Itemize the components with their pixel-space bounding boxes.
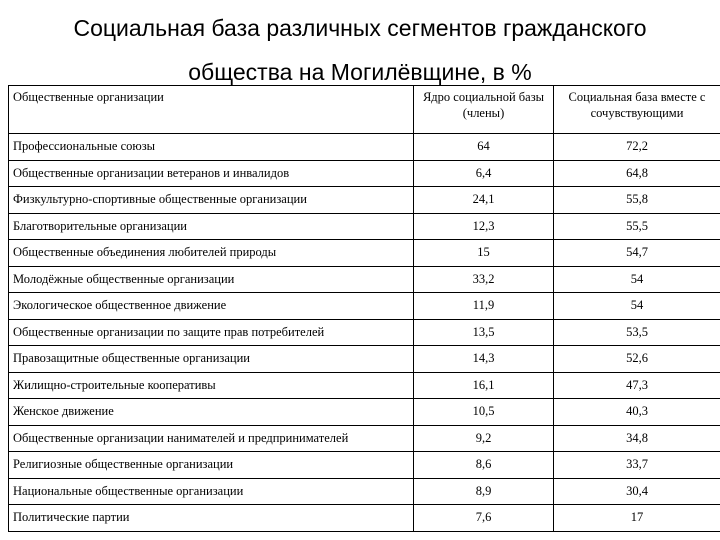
cell-base-with-sympathizers: 52,6 bbox=[554, 346, 720, 373]
table-row bbox=[9, 134, 720, 161]
column-header-organizations: Общественные организации bbox=[9, 86, 414, 134]
cell-core-base: 8,6 bbox=[414, 452, 554, 479]
cell-organization: Национальные общественные организации bbox=[9, 478, 414, 505]
table-row bbox=[9, 319, 720, 346]
column-header-base-with-sympathizers: Социальная база вместе с сочувствующими bbox=[554, 86, 720, 134]
cell-base-with-sympathizers: 47,3 bbox=[554, 372, 720, 399]
cell-organization: Жилищно-строительные кооперативы bbox=[9, 372, 414, 399]
cell-base-with-sympathizers: 53,5 bbox=[554, 319, 720, 346]
cell-organization: Физкультурно-спортивные общественные организации bbox=[9, 187, 414, 214]
slide-title-line-1: Социальная база различных сегментов гражданского bbox=[73, 15, 647, 41]
cell-base-with-sympathizers: 30,4 bbox=[554, 478, 720, 505]
cell-organization: Общественные организации ветеранов и инвалидов bbox=[9, 160, 414, 187]
table-row bbox=[9, 266, 720, 293]
table-body bbox=[9, 134, 720, 532]
cell-core-base: 6,4 bbox=[414, 160, 554, 187]
cell-base-with-sympathizers: 34,8 bbox=[554, 425, 720, 452]
cell-core-base: 13,5 bbox=[414, 319, 554, 346]
cell-core-base: 15 bbox=[414, 240, 554, 267]
cell-core-base: 16,1 bbox=[414, 372, 554, 399]
slide-title-line-2: общества на Могилёвщине, в % bbox=[188, 59, 532, 85]
cell-core-base: 24,1 bbox=[414, 187, 554, 214]
cell-organization: Правозащитные общественные организации bbox=[9, 346, 414, 373]
table-row bbox=[9, 425, 720, 452]
cell-organization: Общественные организации по защите прав потребителей bbox=[9, 319, 414, 346]
table-row bbox=[9, 478, 720, 505]
cell-base-with-sympathizers: 33,7 bbox=[554, 452, 720, 479]
cell-core-base: 8,9 bbox=[414, 478, 554, 505]
cell-base-with-sympathizers: 55,5 bbox=[554, 213, 720, 240]
cell-organization: Общественные организации нанимателей и предпринимателей bbox=[9, 425, 414, 452]
cell-core-base: 10,5 bbox=[414, 399, 554, 426]
column-header-core-base: Ядро социальной базы (члены) bbox=[414, 86, 554, 134]
cell-base-with-sympathizers: 40,3 bbox=[554, 399, 720, 426]
cell-base-with-sympathizers: 55,8 bbox=[554, 187, 720, 214]
cell-base-with-sympathizers: 54 bbox=[554, 293, 720, 320]
table-row bbox=[9, 187, 720, 214]
table-row bbox=[9, 505, 720, 532]
cell-organization: Общественные объединения любителей природы bbox=[9, 240, 414, 267]
cell-core-base: 7,6 bbox=[414, 505, 554, 532]
table-header-row bbox=[9, 86, 720, 134]
cell-base-with-sympathizers: 72,2 bbox=[554, 134, 720, 161]
cell-base-with-sympathizers: 64,8 bbox=[554, 160, 720, 187]
cell-base-with-sympathizers: 54 bbox=[554, 266, 720, 293]
cell-core-base: 9,2 bbox=[414, 425, 554, 452]
data-table bbox=[8, 85, 720, 532]
cell-base-with-sympathizers: 54,7 bbox=[554, 240, 720, 267]
table-row bbox=[9, 160, 720, 187]
cell-organization: Экологическое общественное движение bbox=[9, 293, 414, 320]
cell-core-base: 33,2 bbox=[414, 266, 554, 293]
cell-core-base: 11,9 bbox=[414, 293, 554, 320]
cell-base-with-sympathizers: 17 bbox=[554, 505, 720, 532]
cell-core-base: 64 bbox=[414, 134, 554, 161]
cell-core-base: 14,3 bbox=[414, 346, 554, 373]
table-row bbox=[9, 452, 720, 479]
cell-organization: Политические партии bbox=[9, 505, 414, 532]
cell-organization: Женское движение bbox=[9, 399, 414, 426]
table-row bbox=[9, 293, 720, 320]
cell-organization: Религиозные общественные организации bbox=[9, 452, 414, 479]
table-row bbox=[9, 240, 720, 267]
cell-organization: Благотворительные организации bbox=[9, 213, 414, 240]
table-row bbox=[9, 346, 720, 373]
table-row bbox=[9, 372, 720, 399]
cell-organization: Молодёжные общественные организации bbox=[9, 266, 414, 293]
cell-organization: Профессиональные союзы bbox=[9, 134, 414, 161]
table-row bbox=[9, 213, 720, 240]
cell-core-base: 12,3 bbox=[414, 213, 554, 240]
table-row bbox=[9, 399, 720, 426]
